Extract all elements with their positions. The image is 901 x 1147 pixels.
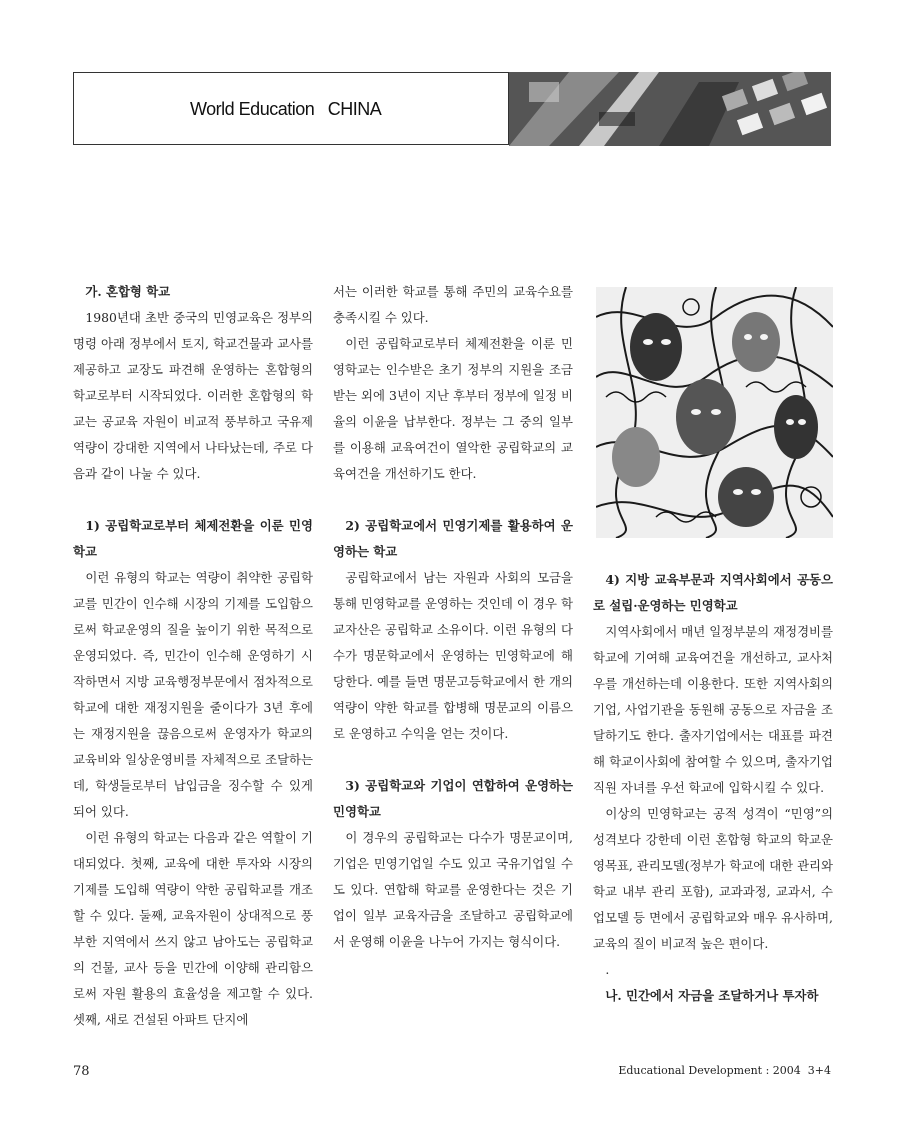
column-1 bbox=[73, 279, 313, 1033]
paragraph: 이 경우의 공립학교는 다수가 명문교이며, 기업은 민영기업일 수도 있고 국유기업일 수도 있다. 연합해 학교를 운영한다는 것은 기업이 일부 교육자금을 조달하고 공립학교에서 운영해 이윤을 나누어 가지는 형식이다. bbox=[333, 830, 573, 949]
paragraph: 지역사회에서 매년 일정부분의 재정경비를 학교에 기여해 교육여건을 개선하고, 교사처우를 개선하는데 이용한다. 또한 지역사회의 기업, 사업기관을 동원해 공동으로 자금을 조달하기도 한다. 출자기업에서는 대표를 파견해 학교이사회에 참여할 수 있으며, 출자기업 직원 자녀를 우선 학교에 입학시킬 수 있다. bbox=[593, 624, 833, 795]
paragraph: . bbox=[605, 962, 610, 977]
section-heading-ga: 가. 혼합형 학교 bbox=[85, 284, 171, 299]
header-title-box bbox=[73, 72, 509, 145]
paragraph: 이런 공립학교로부터 체제전환을 이룬 민영학교는 인수받은 초기 정부의 지원을 조금 받는 외에 3년이 지난 후부터 정부에 일정 비율의 이윤을 납부한다. 정부는 그 중의 일부를 이용해 교육여건이 열악한 공립학교의 교육여건을 개선하기도 한다. bbox=[333, 336, 573, 481]
page-number: 78 bbox=[73, 1064, 90, 1079]
subsection-heading-1: 1) 공립학교로부터 체제전환을 이룬 민영학교 bbox=[73, 518, 313, 559]
paragraph: 이런 유형의 학교는 다음과 같은 역할이 기대되었다. 첫째, 교육에 대한 투자와 시장의 기제를 도입해 역량이 약한 공립학교를 개조할 수 있다. 둘째, 교육자원이 상대적으로 풍부한 지역에서 쓰지 않고 남아도는 공립학교의 건물, 교사 등을 민간에 이양해 관리함으로써 자원 활용의 효율성을 제고할 수 있다. 셋째, 새로 건설된 아파트 단지에 bbox=[73, 830, 313, 1027]
subsection-heading-4: 4) 지방 교육부문과 지역사회에서 공동으로 설립·운영하는 민영학교 bbox=[593, 572, 833, 613]
header-photo bbox=[509, 72, 831, 146]
subsection-heading-2: 2) 공립학교에서 민영기제를 활용하여 운영하는 학교 bbox=[333, 518, 573, 559]
paragraph: 이상의 민영학교는 공적 성격이 “민영”의 성격보다 강한데 이런 혼합형 학교의 학교운영목표, 관리모델(정부가 학교에 대한 관리와 학교 내부 관리 포함), 교과과정, 교과서, 수업모델 등 면에서 공립학교와 매우 유사하며, 교육의 질이 비교적 높은 편이다. bbox=[593, 806, 833, 951]
column-3 bbox=[593, 567, 833, 1009]
paragraph: 서는 이러한 학교를 통해 주민의 교육수요를 충족시킬 수 있다. bbox=[333, 284, 573, 325]
illustration-faces bbox=[596, 287, 833, 538]
paragraph: 1980년대 초반 중국의 민영교육은 정부의 명령 아래 정부에서 토지, 학교건물과 교사를 제공하고 교장도 파견해 운영하는 혼합형의 학교로부터 시작되었다. 이러한 혼합형의 학교는 공교육 자원이 비교적 풍부하고 국유제 역량이 강대한 지역에서 나타났는데, 주로 다음과 같이 나눌 수 있다. bbox=[73, 310, 313, 481]
column-2 bbox=[333, 279, 573, 955]
paragraph: 이런 유형의 학교는 역량이 취약한 공립학교를 민간이 인수해 시장의 기제를 도입함으로써 학교운영의 질을 높이기 위한 목적으로 운영되었다. 즉, 민간이 인수해 운영하기 시작하면서 지방 교육행정부문에서 점차적으로 학교에 대한 재정지원을 줄이다가 3년 후에는 재정지원을 끊음으로써 운영자가 학교의 교육비와 일상운영비를 자체적으로 조달하는데, 학생들로부터 납입금을 징수할 수 있게 되어 있다. bbox=[73, 570, 313, 819]
paragraph: 공립학교에서 남는 자원과 사회의 모금을 통해 민영학교를 운영하는 것인데 이 경우 학교자산은 공립학교 소유이다. 이런 유형의 다수가 명문학교에서 운영하는 민영학교에 해당한다. 예를 들면 명문고등학교에서 한 개의 역량이 약한 학교를 합병해 명문교의 이름으로 운영하고 수익을 얻는 것이다. bbox=[333, 570, 573, 741]
header-title: World Education CHINA bbox=[190, 99, 382, 119]
subsection-heading-3: 3) 공립학교와 기업이 연합하여 운영하는 민영학교 bbox=[333, 778, 573, 819]
section-heading-na: 나. 민간에서 자금을 조달하거나 투자하 bbox=[605, 988, 819, 1003]
journal-footer: Educational Development : 2004 3+4 bbox=[618, 1064, 831, 1077]
